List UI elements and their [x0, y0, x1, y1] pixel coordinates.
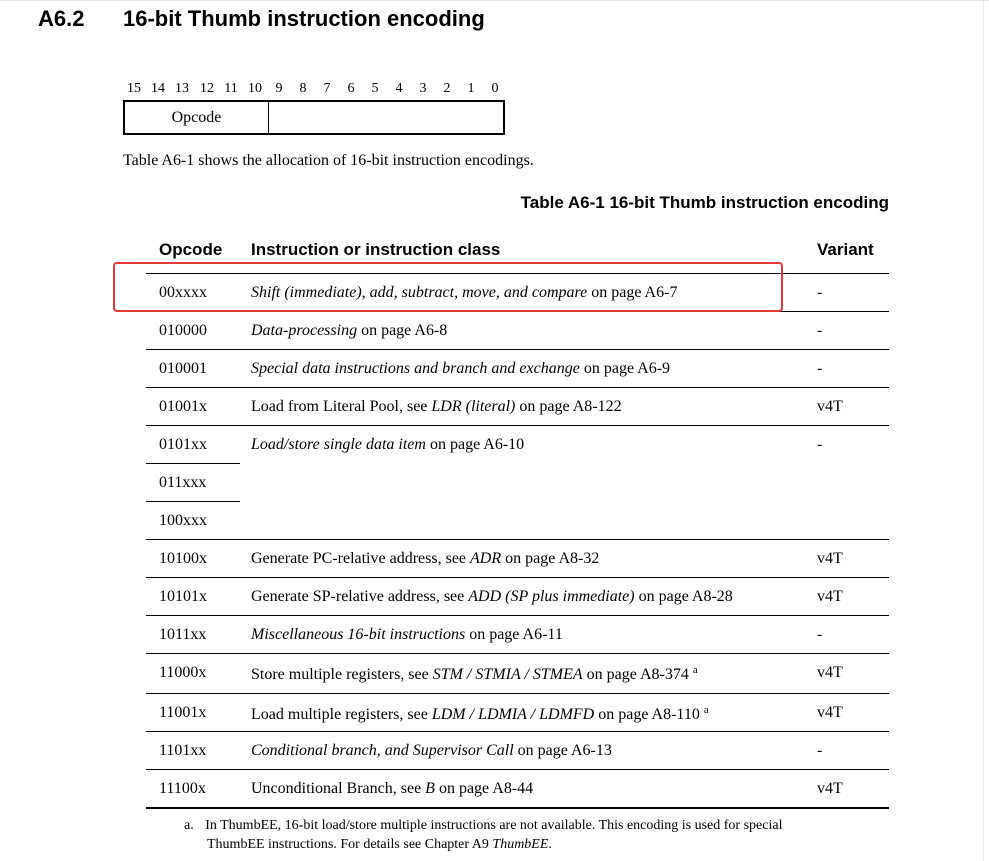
bit-number: 4 [395, 81, 403, 96]
table-rule [146, 693, 889, 694]
table-rule [146, 463, 240, 464]
instruction-cell [251, 360, 670, 378]
opcode-cell: 010001 [159, 360, 207, 377]
opcode-cell: 010000 [159, 322, 207, 339]
page-reference: on page A8-374 [582, 666, 693, 683]
variant-cell: - [817, 322, 823, 339]
footnote-marker: a. [184, 818, 194, 833]
field-divider [268, 102, 269, 133]
bit-number: 2 [443, 81, 451, 96]
footnote-line2 [207, 837, 552, 853]
variant-cell: v4T [817, 704, 843, 721]
bit-number: 7 [323, 81, 331, 96]
opcode-cell: 11001x [159, 704, 207, 721]
page-reference: on page A8-110 [594, 706, 704, 723]
page-reference: on page A8-32 [501, 550, 600, 567]
instruction-text: Generate PC-relative address, see [251, 550, 471, 567]
page-reference: on page A6-7 [587, 284, 678, 301]
variant-cell: - [817, 742, 823, 759]
bit-number: 13 [175, 81, 189, 96]
instruction-link[interactable]: Special data instructions and branch and exchange [251, 360, 580, 377]
opcode-cell: 11100x [159, 780, 206, 797]
instruction-cell [251, 664, 698, 684]
bit-number: 6 [347, 81, 355, 96]
page-reference: on page A8-122 [515, 398, 622, 415]
footnote-line1: In ThumbEE, 16-bit load/store multiple instructions are not available. This encoding is used for special [205, 818, 783, 833]
opcode-cell: 01001x [159, 398, 207, 415]
opcode-field: Opcode [171, 109, 222, 126]
page-reference: on page A8-28 [634, 588, 733, 605]
bit-number: 3 [419, 81, 427, 96]
footnote-line2-text: ThumbEE instructions. For details see Chapter A9 [207, 837, 493, 852]
header-instruction: Instruction or instruction class [251, 240, 501, 259]
table-rule [146, 615, 889, 616]
bit-number: 9 [275, 81, 283, 96]
variant-cell: v4T [817, 664, 843, 681]
instruction-text: Load from Literal Pool, see [251, 398, 432, 415]
instruction-link[interactable]: ADD (SP plus immediate) [468, 588, 635, 605]
instruction-cell [251, 550, 599, 568]
bit-number: 8 [299, 81, 307, 96]
instruction-cell [251, 436, 524, 454]
section-number: A6.2 [38, 6, 85, 31]
instruction-link[interactable]: LDR (literal) [431, 398, 516, 415]
opcode-cell: 011xxx [159, 474, 207, 491]
footnote-chapter-link[interactable]: ThumbEE [492, 837, 549, 852]
table-rule [146, 387, 889, 388]
opcode-cell: 100xxx [159, 512, 207, 529]
variant-cell: - [817, 626, 823, 643]
table-rule [146, 577, 889, 578]
variant-cell: v4T [817, 550, 843, 567]
page-reference: on page A6-13 [513, 742, 612, 759]
table-rule [146, 807, 889, 809]
page-top-rule [0, 0, 989, 1]
instruction-text: Store multiple registers, see [251, 666, 433, 683]
instruction-link[interactable]: LDM / LDMIA / LDMFD [431, 706, 595, 723]
instruction-text: Generate SP-relative address, see [251, 588, 469, 605]
bit-number: 12 [200, 81, 214, 96]
bit-number: 11 [224, 81, 238, 96]
footnote [184, 818, 782, 834]
header-opcode: Opcode [159, 240, 223, 259]
bit-number: 15 [127, 81, 141, 96]
page-reference: on page A6-9 [579, 360, 671, 377]
header-variant: Variant [817, 240, 874, 259]
instruction-cell [251, 704, 709, 724]
table-rule [146, 653, 889, 654]
instruction-cell [251, 742, 612, 760]
opcode-cell: 11000x [159, 664, 207, 681]
highlight-box [113, 262, 783, 312]
instruction-link[interactable]: ADR [470, 550, 502, 567]
bit-number: 5 [371, 81, 379, 96]
variant-cell: - [817, 284, 823, 301]
opcode-cell: 0101xx [159, 436, 207, 453]
table-rule [146, 349, 889, 350]
table-rule [146, 731, 889, 732]
intro-text: Table A6-1 shows the allocation of 16-bit instruction encodings. [123, 152, 534, 169]
table-caption: Table A6-1 16-bit Thumb instruction encoding [520, 193, 889, 212]
opcode-cell: 10101x [159, 588, 207, 605]
footnote-ref[interactable]: a [692, 664, 698, 676]
opcode-cell: 10100x [159, 550, 207, 567]
instruction-text: Unconditional Branch, see [251, 780, 426, 797]
page-right-rule [983, 0, 984, 861]
opcode-cell: 00xxxx [159, 284, 207, 301]
bit-number: 10 [248, 81, 262, 96]
instruction-cell [251, 588, 733, 606]
opcode-cell: 1011xx [159, 626, 207, 643]
variant-cell: - [817, 360, 823, 377]
variant-cell: v4T [817, 780, 843, 797]
section-title: 16-bit Thumb instruction encoding [123, 6, 485, 31]
instruction-link[interactable]: Shift (immediate), add, subtract, move, and compare [251, 284, 588, 301]
instruction-cell [251, 398, 622, 416]
instruction-cell [251, 780, 533, 798]
table-rule [146, 769, 889, 770]
page-reference: on page A6-10 [425, 436, 525, 453]
page-reference: on page A8-44 [434, 780, 534, 797]
instruction-link[interactable]: Load/store single data item [251, 436, 426, 453]
instruction-link[interactable]: Miscellaneous 16-bit instructions [251, 626, 466, 643]
bit-number: 0 [491, 81, 499, 96]
instruction-link[interactable]: Conditional branch, and Supervisor Call [251, 742, 514, 759]
page-reference: on page A6-8 [357, 322, 448, 339]
instruction-cell [251, 626, 563, 644]
table-rule [146, 539, 889, 540]
instruction-link[interactable]: STM / STMIA / STMEA [432, 666, 583, 683]
table-rule [146, 501, 240, 502]
bit-number: 14 [151, 81, 165, 96]
instruction-link[interactable]: Data-processing [251, 322, 358, 339]
variant-cell: v4T [817, 398, 843, 415]
variant-cell: v4T [817, 588, 843, 605]
table-rule [146, 425, 889, 426]
instruction-link[interactable]: B [425, 780, 435, 797]
footnote-ref[interactable]: a [703, 704, 709, 716]
instruction-text: Load multiple registers, see [251, 706, 432, 723]
bit-number: 1 [467, 81, 475, 96]
variant-cell: - [817, 436, 823, 453]
encoding-diagram [123, 100, 505, 135]
opcode-cell: 1101xx [159, 742, 207, 759]
instruction-cell [251, 322, 447, 340]
footnote-line2-end: . [548, 837, 552, 852]
page-reference: on page A6-11 [465, 626, 563, 643]
